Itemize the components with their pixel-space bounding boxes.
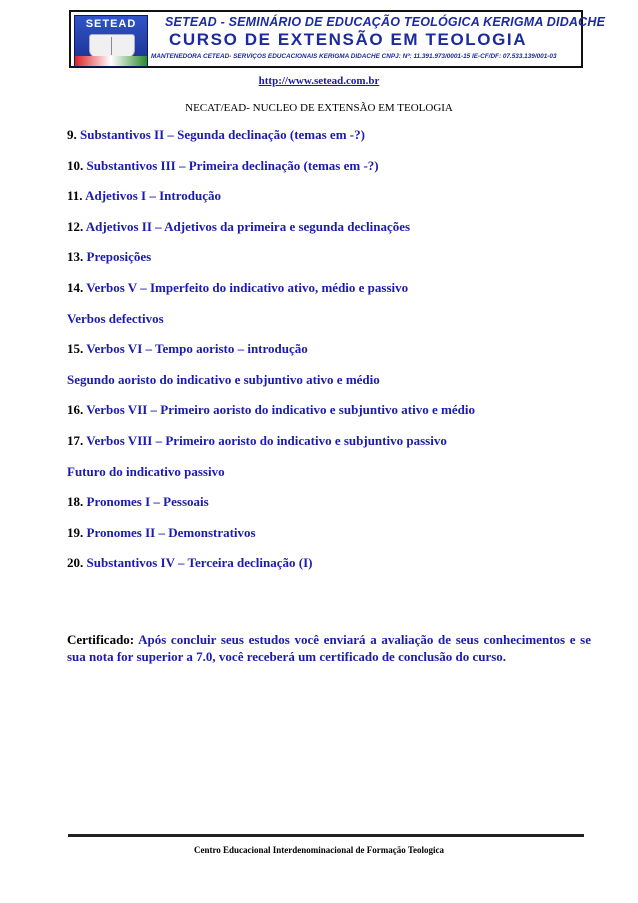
lesson-title: Verbos VI – Tempo aoristo – introdução [86,341,308,357]
banner-registration-info: MANTENEDORA CETEAD- SERVIÇOS EDUCACIONAIS KERIGMA DIDACHE CNPJ: Nº: 11.391.973/0001-15 IE-CF/DF: 07.533.139/001-03 [151,53,557,60]
lesson-title: Verbos VIII – Primeiro aoristo do indicativo e subjuntivo passivo [86,432,447,448]
lesson-number: 18. [67,494,84,510]
certificate-label: Certificado: [67,632,135,647]
lesson-number: 20. [67,555,84,571]
lesson-number: 15. [67,341,84,357]
lesson-number: 16. [67,402,84,418]
lesson-item [67,341,592,372]
certificate-paragraph [67,631,591,665]
lesson-number: 19. [67,524,84,540]
lesson-item [67,372,592,403]
open-book-icon [89,34,135,58]
banner-course-name: CURSO DE EXTENSÃO EM TEOLOGIA [169,30,528,49]
lesson-title: Verbos V – Imperfeito do indicativo ativo, médio e passivo [86,279,409,295]
lesson-title: Pronomes II – Demonstrativos [86,524,256,540]
lesson-number: 9. [67,127,77,142]
lesson-title: Adjetivos I – Introdução [85,188,222,204]
lesson-title: Futuro do indicativo passivo [67,463,225,479]
lesson-item [67,402,592,433]
lesson-item [67,127,592,158]
logo-text: SETEAD [85,18,137,30]
lesson-item [67,311,592,342]
lesson-item [67,219,592,250]
lesson-item [67,249,592,280]
page-subtitle: NECAT/EAD- NUCLEO DE EXTENSÃO EM TEOLOGIA [185,102,453,114]
lesson-number: 12. [67,218,84,234]
banner-institution-name: SETEAD - SEMINÁRIO DE EDUCAÇÃO TEOLÓGICA KERIGMA DIDACHE [165,15,606,29]
lesson-item [67,188,592,219]
lesson-item [67,433,592,464]
setead-logo [74,15,148,67]
lesson-item [67,555,592,586]
lesson-list [67,127,592,586]
lesson-title: Verbos defectivos [67,310,164,326]
lesson-number: 11. [67,188,83,204]
footer-text: Centro Educacional Interdenominacional de Formação Teologica [193,845,445,855]
header-banner [69,10,606,68]
website-link[interactable]: http://www.setead.com.br [258,75,380,87]
certificate-text: Após concluir seus estudos você enviará a avaliação de seus conhecimentos e se sua nota for superior a 7.0, você receberá um certificado de conclusão do curso. [67,632,591,665]
lesson-number: 14. [67,279,84,295]
lesson-title: Segundo aoristo do indicativo e subjuntivo ativo e médio [67,371,380,387]
lesson-number: 10. [67,157,84,173]
lesson-item [67,525,592,556]
lesson-number: 13. [67,249,84,265]
lesson-item [67,494,592,525]
lesson-title: Substantivos IV – Terceira declinação (I) [86,555,313,571]
lesson-item [67,280,592,311]
lesson-title: Verbos VII – Primeiro aoristo do indicativo e subjuntivo ativo e médio [86,402,475,418]
lesson-item [67,158,592,189]
logo-flag-wave [75,56,147,66]
lesson-title: Preposições [86,249,152,265]
footer-divider [68,834,584,837]
lesson-title: Pronomes I – Pessoais [86,494,209,510]
lesson-title: Substantivos II – Segunda declinação (temas em -?) [80,127,365,142]
lesson-title: Substantivos III – Primeira declinação (temas em -?) [86,157,379,173]
lesson-number: 17. [67,432,84,448]
lesson-title: Adjetivos II – Adjetivos da primeira e segunda declinações [85,218,411,234]
lesson-item [67,464,592,495]
